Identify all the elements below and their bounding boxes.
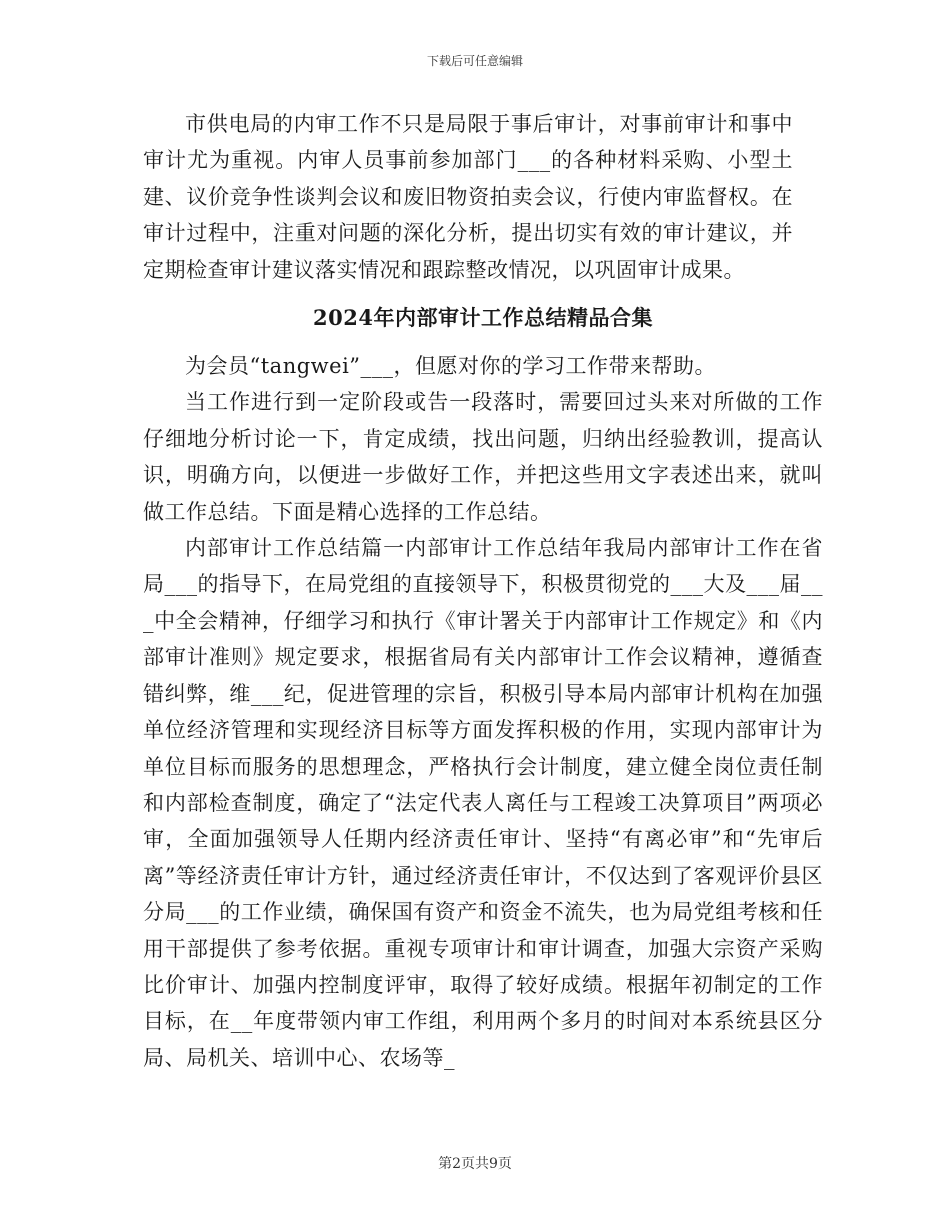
page-header-note: 下载后可任意编辑 xyxy=(426,54,523,68)
document-body xyxy=(143,106,823,1076)
paragraph-body: 内部审计工作总结篇一内部审计工作总结年我局内部审计工作在省局___的指导下，在局党组的直接领导下，积极贯彻党的___大及___届___中全会精神，仔细学习和执行《审计署关于内部审计工作规定》和《内部审计准则》规定要求，根据省局有关内部审计工作会议精神，遵循查错纠弊，维___纪，促进管理的宗旨，积极引导本局内部审计机构在加强单位经济管理和实现经济目标等方面发挥积极的作用，实现内部审计为单位目标而服务的思想理念，严格执行会计制度，建立健全岗位责任制和内部检查制度，确定了“法定代表人离任与工程竣工决算项目”两项必审，全面加强领导人任期内经济责任审计、坚持“有离必审”和“先审后离”等经济责任审计方针，通过经济责任审计，不仅达到了客观评价县区分局___的工作业绩，确保国有资产和资金不流失，也为局党组考核和任用干部提供了参考依据。重视专项审计和审计调查，加强大宗资产采购比价审计、加强内控制度评审，取得了较好成绩。根据年初制定的工作目标，在__年度带领内审工作组，利用两个多月的时间对本系统县区分局、局机关、培训中心、农场等_ xyxy=(143,536,823,1070)
paragraph-member: 为会员“tangwei”___，但愿对你的学习工作带来帮助。 xyxy=(185,354,717,379)
document-title: 2024年内部审计工作总结精品合集 xyxy=(313,305,653,331)
paragraph-definition: 当工作进行到一定阶段或告一段落时，需要回过头来对所做的工作仔细地分析讨论一下，肯定成绩，找出问题，归纳出经验教训，提高认识，明确方向，以便进一步做好工作，并把这些用文字表述出来，就叫做工作总结。下面是精心选择的工作总结。 xyxy=(143,390,823,524)
page-footer-number: 第2页共9页 xyxy=(438,1156,512,1172)
paragraph-intro: 市供电局的内审工作不只是局限于事后审计，对事前审计和事中审计尤为重视。内审人员事前参加部门___的各种材料采购、小型土建、议价竞争性谈判会议和废旧物资拍卖会议，行使内审监督权。在审计过程中，注重对问题的深化分析，提出切实有效的审计建议，并定期检查审计建议落实情况和跟踪整改情况，以巩固审计成果。 xyxy=(143,112,793,282)
